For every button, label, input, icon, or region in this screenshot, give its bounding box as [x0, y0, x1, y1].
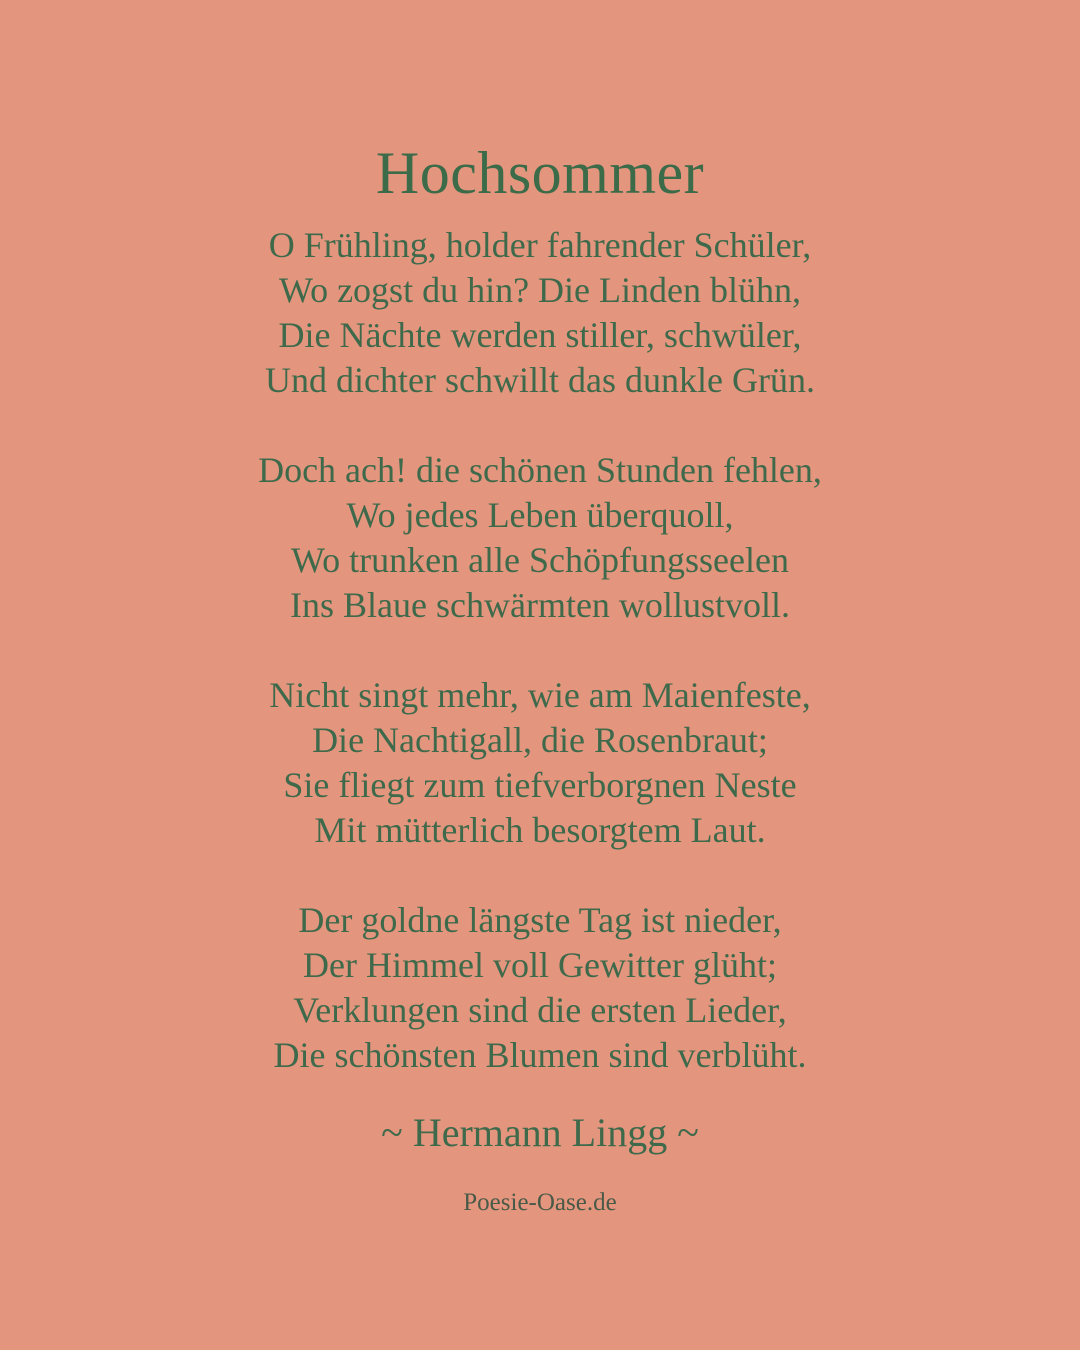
poem-line: Die schönsten Blumen sind verblüht. — [273, 1035, 807, 1075]
poem-title: Hochsommer — [375, 140, 705, 206]
poem-line: Der goldne längste Tag ist nieder, — [298, 900, 782, 940]
poem-line: Der Himmel voll Gewitter glüht; — [303, 945, 777, 985]
source-link: Poesie-Oase.de — [463, 1189, 617, 1216]
poem-line: Mit mütterlich besorgtem Laut. — [314, 810, 766, 850]
stanza-1 — [0, 223, 1080, 403]
stanza-4 — [0, 898, 1080, 1078]
poem-line: O Frühling, holder fahrender Schüler, — [268, 225, 812, 265]
stanza-2 — [0, 448, 1080, 628]
poem-line: Sie fliegt zum tiefverborgnen Neste — [283, 765, 797, 805]
poem-line: Verklungen sind die ersten Lieder, — [293, 990, 787, 1030]
poem-line: Und dichter schwillt das dunkle Grün. — [265, 360, 815, 400]
stanza-3 — [0, 673, 1080, 853]
poem-line: Wo jedes Leben überquoll, — [346, 495, 734, 535]
poem-line: Die Nachtigall, die Rosenbraut; — [312, 720, 768, 760]
poem-author: ~ Hermann Lingg ~ — [381, 1110, 699, 1155]
poem-line: Doch ach! die schönen Stunden fehlen, — [258, 450, 822, 490]
poem-line: Wo trunken alle Schöpfungsseelen — [291, 540, 789, 580]
poem-line: Die Nächte werden stiller, schwüler, — [278, 315, 802, 355]
poem-line: Nicht singt mehr, wie am Maienfeste, — [269, 675, 811, 715]
poem-line: Wo zogst du hin? Die Linden blühn, — [278, 270, 802, 310]
poem-line: Ins Blaue schwärmten wollustvoll. — [290, 585, 790, 625]
